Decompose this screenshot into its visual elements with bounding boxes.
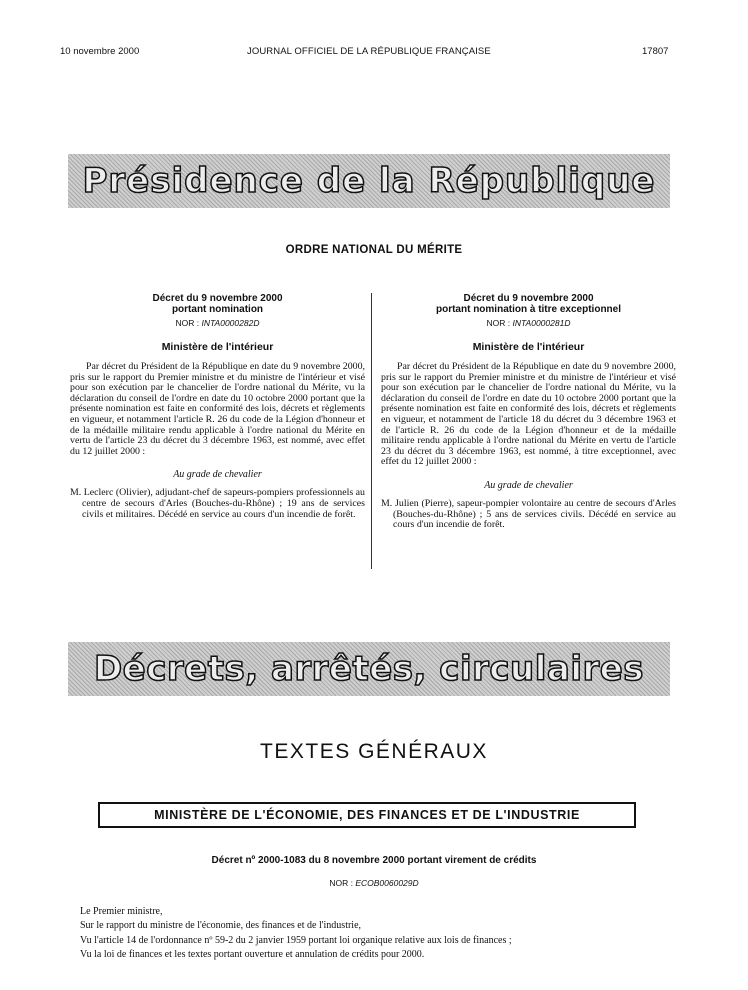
- grade-heading: Au grade de chevalier: [484, 479, 573, 491]
- nor-code: INTA0000281D: [512, 318, 571, 328]
- journal-title: JOURNAL OFFICIEL DE LA RÉPUBLIQUE FRANÇAISE: [247, 46, 491, 57]
- ministry-box: [98, 802, 636, 828]
- banner-title: Présidence de la République: [82, 161, 656, 201]
- decret-title-line2: portant nomination: [171, 304, 264, 315]
- nor-label: NOR :: [329, 878, 356, 888]
- decret-title-line2: portant nomination à titre exceptionnel: [435, 304, 621, 315]
- nominee-entry: M. Leclerc (Olivier), adjudant-chef de sapeurs-pompiers professionnels au centre de secours d'Arles (Bouches-du-Rhône) ; 19 ans de services civils et militaires. Décédé en service au cours d'un incendie de forêt.: [70, 487, 365, 520]
- nor-reference: [381, 318, 676, 328]
- ministry-heading: Ministère de l'intérieur: [472, 341, 585, 353]
- decret-finances-body: [80, 905, 680, 962]
- body-line: Sur le rapport du ministre de l'économie, des finances et de l'industrie,: [80, 920, 362, 932]
- decret-title: [381, 293, 676, 315]
- section-banner-decrets: [68, 642, 670, 696]
- body-line: Vu l'article 14 de l'ordonnance nº 59-2 du 2 janvier 1959 portant loi organique relative aux lois de finances ;: [80, 934, 512, 946]
- grade-heading: Au grade de chevalier: [173, 469, 262, 481]
- nor-label: NOR :: [175, 318, 202, 328]
- nor-code: INTA0000282D: [201, 318, 260, 328]
- decret-finances-title: Décret nº 2000-1083 du 8 novembre 2000 portant virement de crédits: [211, 855, 537, 866]
- decret-title-line1: Décret du 9 novembre 2000: [463, 293, 594, 304]
- nor-reference: [0, 878, 748, 888]
- decret-body: Par décret du Président de la République en date du 9 novembre 2000, pris sur le rapport du Premier ministre et du ministre de l'intérieur et visé pour son exécution par le chancelier de l'ordre national du Mérite, vu la déclaration du conseil de l'ordre en date du 10 octobre 2000 portant que la présente nomination est faite en conformité des lois, décrets et règlements en vigueur, et notamment l'article R. 26 du code de la Légion d'honneur et de la médaille militaire rendu applicable à l'ordre national du Mérite en vertu de l'article 23 du décret du 3 décembre 1963, est nommé, avec effet du 12 juillet 2000 :: [70, 361, 365, 457]
- nor-reference: [70, 318, 365, 328]
- nor-label: NOR :: [486, 318, 513, 328]
- decret-right-column: [381, 293, 676, 531]
- body-line: Le Premier ministre,: [80, 906, 163, 917]
- decret-title-line1: Décret du 9 novembre 2000: [152, 293, 283, 304]
- nominee-entry: M. Julien (Pierre), sapeur-pompier volontaire au centre de secours d'Arles (Bouches-du-Rhône) ; 5 ans de services civils. Décédé en service au cours d'un incendie de forêt.: [381, 497, 676, 531]
- ministry-box-label: MINISTÈRE DE L'ÉCONOMIE, DES FINANCES ET DE L'INDUSTRIE: [154, 808, 580, 822]
- ministry-heading: Ministère de l'intérieur: [161, 341, 274, 353]
- textes-generaux-heading: TEXTES GÉNÉRAUX: [260, 740, 488, 763]
- decret-left-column: [70, 293, 365, 520]
- section-heading: ORDRE NATIONAL DU MÉRITE: [285, 244, 463, 256]
- header-date: 10 novembre 2000: [60, 46, 140, 57]
- nor-code: ECOB0060029D: [355, 878, 419, 888]
- decret-title: [70, 293, 365, 315]
- column-divider: [371, 293, 372, 569]
- page-number: 17807: [642, 46, 669, 57]
- body-line: Vu la loi de finances et les textes portant ouverture et annulation de crédits pour 2000.: [80, 948, 425, 960]
- decret-body: Par décret du Président de la République en date du 9 novembre 2000, pris sur le rapport du Premier ministre et du ministre de l'intérieur et visé pour son exécution par le chancelier de l'ordre national du Mérite, vu la déclaration du conseil de l'ordre en date du 10 octobre 2000 portant que la présente nomination est faite en conformité des lois, décrets et règlements en vigueur, et notamment de l'article 18 du décret du 3 décembre 1963 et de l'article R. 26 du code de la Légion d'honneur et de la médaille militaire rendu applicable à l'ordre national du Mérite en vertu de l'article 23 du décret du 3 décembre 1963, est nommé, à titre exceptionnel, avec effet du 12 juillet 2000 :: [381, 361, 676, 468]
- banner-title: Décrets, arrêtés, circulaires: [93, 649, 645, 689]
- section-banner-presidence: [68, 154, 670, 208]
